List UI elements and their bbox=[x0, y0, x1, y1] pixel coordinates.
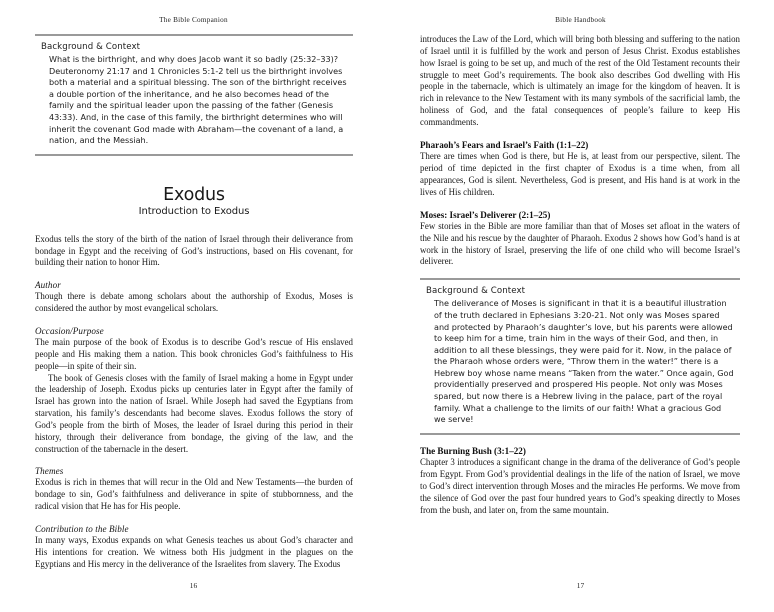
spacer bbox=[420, 435, 740, 445]
background-context-title: Background & Context bbox=[41, 42, 141, 52]
background-context-title: Background & Context bbox=[426, 286, 526, 297]
intro-paragraph: Exodus tells the story of the birth of the nation of Israel through their deliverance from bondage in Egypt and the receiving of God’s instructions, based on His covenant, for building their nation to honor Him. bbox=[35, 233, 353, 268]
book-subtitle: Introduction to Exodus bbox=[138, 205, 250, 217]
section-heading-burning-bush: The Burning Bush (3:1–22) bbox=[420, 445, 526, 456]
left-running-head: The Bible Companion bbox=[159, 16, 228, 24]
section-moses-deliverer-paragraph-1: Few stories in the Bible are more familiar than that of Moses set afloat in the waters of the Nile and his rescue by the daughter of Pharaoh. Exodus 2 shows how God’s hand is at work in the history of Israel, preserving the life of one child who will become Israel’s deliverer. bbox=[420, 220, 740, 267]
section-heading-themes: Themes bbox=[35, 466, 64, 477]
right-page bbox=[387, 0, 774, 612]
right-running-head: Bible Handbook bbox=[555, 16, 606, 24]
spacer bbox=[35, 513, 353, 523]
right-text-column bbox=[420, 34, 740, 576]
right-page-number: 17 bbox=[576, 581, 585, 590]
left-page-number: 16 bbox=[189, 581, 198, 590]
section-burning-bush-paragraph-1: Chapter 3 introduces a significant change in the drama of the deliverance of God’s people from Egypt. From God’s providential dealings in the life of the nation of Israel, we move to God’s direct intervention through Moses and the miracles He performs. We move from the silence of God over the past four hundred years to God’s speaking directly to Moses from the bush, and later on, from the same mountain. bbox=[420, 457, 740, 515]
spacer bbox=[35, 315, 353, 325]
section-pharaohs-fears-paragraph-1: There are times when God is there, but He is, at least from our perspective, silent. The period of time depicted in the first chapter of Exodus is a time when, from all appearances, God is silent. Nevertheless, God is present, and His hand is at work in the lives of His children. bbox=[420, 151, 740, 197]
section-author-paragraph-1: Though there is debate among scholars about the authorship of Exodus, Moses is considered the author by most evangelical scholars. bbox=[35, 291, 353, 314]
section-occasion-paragraph-1: The main purpose of the book of Exodus is to describe God’s rescue of His enslaved people and His making them a nation. This book chronicles God’s faithfulness to His people—in spite of their sin. bbox=[35, 336, 353, 371]
spacer bbox=[420, 129, 740, 139]
background-context-box-right bbox=[420, 278, 740, 435]
continued-paragraph: introduces the Law of the Lord, which will bring both blessing and suffering to the nation of Israel until it is fulfilled by the work and person of Jesus Christ. Exodus establishes how Israel is going to be set up, and much of the rest of the Old Testament recounts their struggle to meet God’s requirements. The book also describes God dwelling with His people in the tabernacle, which is ultimately an image for the kingdom of heaven. It is rich in relevance to the New Testament with its many symbols of the sacrificial lamb, the holiness of God, and the fatal consequences of people’s failure to keep His commandments. bbox=[420, 34, 740, 127]
spacer bbox=[35, 269, 353, 279]
spacer bbox=[420, 268, 740, 278]
section-heading-pharaohs-fears: Pharaoh’s Fears and Israel’s Faith (1:1–22) bbox=[420, 139, 589, 150]
section-heading-author: Author bbox=[35, 280, 61, 291]
section-contribution-paragraph-1: In many ways, Exodus expands on what Genesis teaches us about God’s character and His intentions for creation. We witness both His judgment in the plagues on the Egyptians and His mercy in the deliverance of the Israelites from slavery. The Exodus bbox=[35, 534, 353, 569]
section-heading-moses-deliverer: Moses: Israel’s Deliverer (2:1–25) bbox=[420, 209, 551, 220]
book-title-block bbox=[35, 186, 353, 218]
background-context-box-left bbox=[35, 34, 353, 156]
spacer bbox=[35, 455, 353, 465]
book-title: Exodus bbox=[163, 184, 225, 205]
section-heading-contribution: Contribution to the Bible bbox=[35, 523, 129, 534]
background-context-body: What is the birthright, and why does Jacob want it so badly (25:32–33)? Deuteronomy 21:17 and 1 Chronicles 5:1-2 tell us the birthright involves both a material and a spiritual blessing. The son of the birthright receives a double portion of the inheritance, and he also becomes head of the family and the spiritual leader upon the passing of the father (Genesis 43:33). And, in the case of this family, the birthright determines who will inherit the covenant God made with Abraham—the covenant of a land, a nation, and the Messiah. bbox=[49, 54, 347, 146]
spacer bbox=[420, 199, 740, 209]
left-text-column bbox=[35, 34, 353, 576]
background-context-body: The deliverance of Moses is significant in that it is a beautiful illustration of the truth declared in Ephesians 3:20-21. Not only was Moses spared and protected by Pharaoh’s daughter’s love, but his parents were allowed to keep him for a time, train him in the ways of their God, and then, in addition to all these blessings, they were paid for it. Now, in the palace of the Pharaoh whose orders were, “Throw them in the water!” there is a Hebrew boy whose name means “Taken from the water.” Once again, God providentially preserved and prospered His people. Not only was Moses spared, but now there is a Hebrew living in the palace, part of the royal family. What a challenge to the limits of our faith! What a gracious God we serve! bbox=[434, 298, 734, 425]
section-occasion-paragraph-2: The book of Genesis closes with the family of Israel making a home in Egypt under the leadership of Joseph. Exodus picks up centuries later in Egypt after the family of Israel has grown into the nation of Israel. While Joseph had saved the Egyptians from starvation, his family’s descendants had become slaves. Exodus follows the story of God’s people from the birth of Moses, the leader of Israel during this period in their history, through their deliverance from bondage, the giving of the law, and the construction of the tabernacle in the desert. bbox=[35, 372, 353, 454]
section-heading-occasion-purpose: Occasion/Purpose bbox=[35, 325, 104, 336]
section-themes-paragraph-1: Exodus is rich in themes that will recur in the Old and New Testaments—the burden of bondage to sin, God’s faithfulness and deliverance in spite of stubbornness, and the radical vision that He has for His people. bbox=[35, 477, 353, 512]
